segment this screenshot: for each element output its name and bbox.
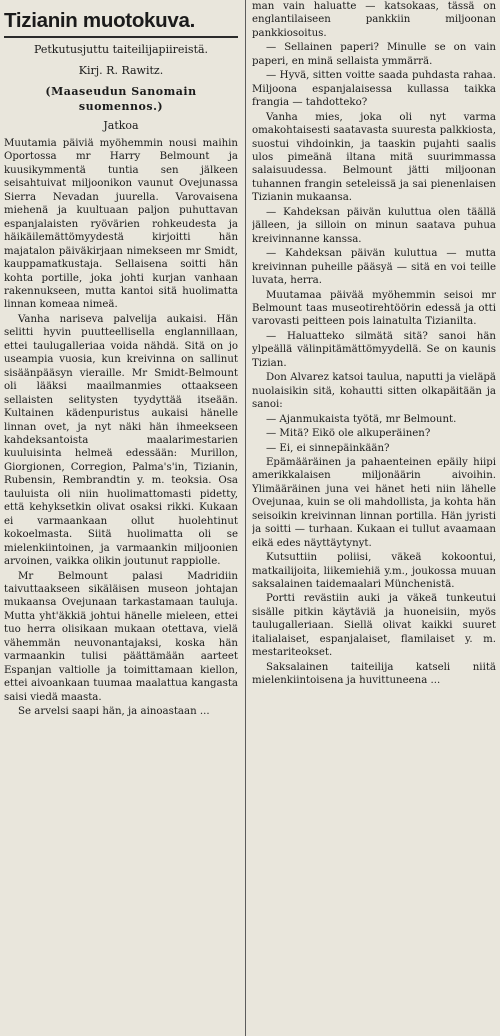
body-paragraph: Muutamia päiviä myöhemmin nousi maihin Oportossa mr Harry Belmount ja kuusikymmentä tuntia sen jälkeen seisahtuivat miljoonikon vaunut Ovejunassa Sierra Nevadan juurella. Varovaisena miehenä ja kuultuaan paljon puhuttavan espanjalaisten ryövärien rohkeudesta ja häikäilemättömyydestä kirjoitti hän majatalon päiväkirjaan nimekseen mr Smidt, kauppamatkustaja. Sellaisena soitti hän kohta portille, joka johti kurjan vanhaan rakennukseen, mutta kantoi sitä huolimatta linnan komeaa nimeä. xyxy=(4,138,238,311)
body-paragraph: — Kahdeksan päivän kuluttua — mutta kreivinnan puheille pääsyä — sitä en voi teille luvata, herra. xyxy=(252,248,496,287)
body-paragraph: — Hyvä, sitten voitte saada puhdasta rahaa. Miljoona espanjalaisessa kullassa taikka frangia — tahdotteko? xyxy=(252,70,496,109)
column-divider xyxy=(245,0,246,1036)
article-source: (Maaseudun Sanomain suomennos.) xyxy=(45,85,197,113)
body-paragraph: — Ajanmukaista työtä, mr Belmount. xyxy=(266,413,457,425)
body-paragraph: Saksalainen taiteilija katseli niitä mielenkiintoisena ja huvittuneena ... xyxy=(252,661,496,687)
title-rule xyxy=(4,36,238,38)
body-paragraph: Muutamaa päivää myöhemmin seisoi mr Belmount taas museotirehtöörin edessä ja otti varovasti peitteen pois lainatulta Tizianilta. xyxy=(252,289,496,328)
left-column xyxy=(4,0,238,1036)
article-subtitle: Petkutusjuttu taiteilijapiireistä. xyxy=(33,43,209,56)
body-paragraph: — Ei, ei sinnepäinkään? xyxy=(266,442,390,454)
right-column xyxy=(252,0,496,1036)
body-paragraph: Vanha nariseva palvelija aukaisi. Hän selitti hyvin puutteellisella englannillaan, ettei taulugalleriaa voida nähdä. Sitä on jo useampia vuosia, kun kreivinna on sallinut sisäänpääsyn vieraille. Mr Smidt-Belmount oli lääksi maailmanmies ottaakseen sellaisten selitysten tyydyttää itseään. Kultainen kädenpuristus aukaisi hänelle linnan ovet, ja nyt näki hän ihmeekseen kahdeksantoista maalarimestarien kuuluisinta helmeä edessään: Murillon, Giorgionen, Corregion, Palma's'in, Tizianin, Rubensin, Rembrandtin y. m. teoksia. Osa tauluista oli niin huolimattomasti pidetty, että kehyksetkin olivat osaksi rikki. Kukaan ei varmaankaan ollut huolehtinut kokoelmasta. Siitä huolimatta oli se mielenkiintoinen, ja varmaankin miljoonien arvoinen, vaikka olikin joutunut rappiolle. xyxy=(4,313,238,568)
body-paragraph: Portti revästiin auki ja väkeä tunkeutui sisälle pitkin käytäviä ja huoneisiin, myös taulugalleriaan. Siellä olivat kaikki suuret italialaiset, espanjalaiset, flamilaiset y. m. mestariteokset. xyxy=(252,593,496,659)
body-paragraph: Don Alvarez katsoi taulua, naputti ja vieläpä nuolaisikin sitä, kohautti sitten olkapäitään ja sanoi: xyxy=(252,372,496,411)
body-paragraph: Mr Belmount palasi Madridiin taivuttaakseen sikäläisen museon johtajan mukaansa Ovejunaan tarkastamaan tauluja. Mutta yht'äkkiä johtui hänelle mieleen, ettei tuo herra olisikaan mukaan otettava, vielä vähemmän neuvonantajaksi, koska hän varmaankin tulisi päättämään aarteet Espanjan valtiolle ja toimittamaan kiellon, ettei aivoankaan tuumaa maalattua kangasta saisi viedä maasta. xyxy=(4,570,238,703)
body-paragraph: Se arvelsi saapi hän, ja ainoastaan ... xyxy=(18,706,210,718)
continued-label: Jatkoa xyxy=(103,119,139,132)
body-paragraph: Kutsuttiin poliisi, väkeä kokoontui, matkailijoita, liikemiehiä y.m., joukossa muuan saksalainen taidemaalari Münchenistä. xyxy=(252,552,496,591)
body-paragraph: man vain haluatte — katsokaas, tässä on englantilaiseen pankkiin miljoonan pankkiosoitus. xyxy=(252,1,496,39)
article-byline: Kirj. R. Rawitz. xyxy=(78,64,164,77)
body-paragraph: Vanha mies, joka oli nyt varma omakohtaisesti saatavasta suuresta palkkiosta, suostui vihdoinkin, ja taaskin pujahti saalis ulos pimeänä iltana mitä suurimmassa salaisuudessa. Belmount jätti miljoonan tuhannen frangin seteleissä ja sai pienenlaisen Tizianin mukaansa. xyxy=(252,111,496,204)
body-paragraph: — Kahdeksan päivän kuluttua olen täällä jälleen, ja silloin on minun saatava puhua kreivinnanne kanssa. xyxy=(252,206,496,245)
article-title: Tizianin muotokuva. xyxy=(4,9,195,32)
body-paragraph: — Haluatteko silmätä sitä? sanoi hän ylpeällä välinpitämättömyydellä. Se on kaunis Tizian. xyxy=(252,330,496,369)
body-paragraph: Epämääräinen ja pahaenteinen epäily hiipi amerikkalaisen miljonäärin aivoihin. Ylimääräinen juna vei hänet heti niin lähelle Ovejunaa, kuin se oli mahdollista, ja kohta hän seisoikin kreivinnan linnan portilla. Hän jyristi ja soitti — turhaan. Kukaan ei tullut avaamaan eikä edes näyttäytynyt. xyxy=(252,456,496,549)
body-paragraph: — Sellainen paperi? Minulle se on vain paperi, en minä sellaista ymmärrä. xyxy=(252,42,496,67)
body-paragraph: — Mitä? Eikö ole alkuperäinen? xyxy=(266,428,431,440)
